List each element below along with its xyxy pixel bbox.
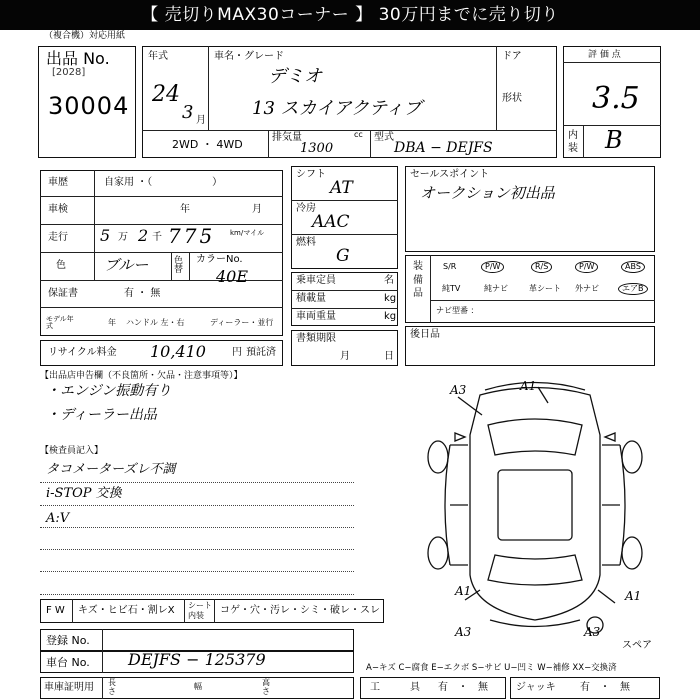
lot-number: 30004 <box>48 92 130 120</box>
mileage-sen: 2 <box>138 226 149 245</box>
equip-tv: 純TV <box>442 284 461 293</box>
warranty-label: 保証書 <box>48 288 78 299</box>
load-label: 積載量 <box>296 293 326 304</box>
sales-point-label: セールスポイント <box>410 169 490 180</box>
damage-legend: A−キズ C−腐食 E−エクボ S−サビ U−凹ミ W−補修 XX−交換済 <box>366 663 617 673</box>
equip-leather: 革シート <box>529 284 561 293</box>
inspection-month: 月 <box>252 204 262 215</box>
fuel-label: 燃料 <box>296 237 316 248</box>
car-damage-diagram <box>410 375 660 645</box>
aftermarket-label: 後日品 <box>410 329 440 340</box>
inspection-year: 年 <box>180 204 190 215</box>
model-year-dealer: ディーラー・並行 <box>210 318 274 327</box>
diagram-mark-rear-left: A1 <box>455 584 472 598</box>
seat-items: コゲ・穴・汚レ・シミ・破レ・スレ <box>220 605 380 616</box>
model-year-year: 年 <box>108 318 116 327</box>
model-name: デミオ <box>268 66 322 87</box>
year-value: 24 <box>152 82 180 107</box>
diagram-mark-rear: A3 <box>455 625 472 639</box>
inspector-line-1: タコメーターズレ不調 <box>46 462 176 477</box>
load-unit: kg <box>384 293 397 304</box>
cert-height: 高さ <box>262 678 270 696</box>
displacement-value: 1300 <box>300 141 334 156</box>
cert-width: 幅 <box>194 682 202 691</box>
year-month: 3 <box>182 102 194 123</box>
shift-value: AT <box>330 178 353 198</box>
spare-label: スペア <box>622 640 652 651</box>
model-year-label: モデル年式 <box>46 315 74 330</box>
lot-label: 出品 No. <box>46 49 110 68</box>
mileage-label: 走行 <box>48 232 68 243</box>
chassis-value: DEJFS − 125379 <box>128 650 266 669</box>
aftermarket-box <box>405 326 655 366</box>
score-value: 3.5 <box>592 81 640 116</box>
color-no-label: カラーNo. <box>196 254 243 265</box>
year-month-unit: 月 <box>196 115 206 126</box>
equip-ext-navi: 外ナビ <box>575 284 599 293</box>
inspector-line-3: A:V <box>46 511 70 526</box>
type-value: DBA − DEJFS <box>394 140 493 156</box>
sales-point-value: オークション初出品 <box>420 184 555 202</box>
equip-rs: R/S <box>531 261 552 273</box>
equip-pw2: P/W <box>575 261 598 273</box>
equip-airbag: エアB <box>618 283 648 295</box>
mileage-rest: 775 <box>168 224 216 248</box>
inspection-label: 車検 <box>48 204 68 215</box>
details-box <box>40 170 283 336</box>
lot-stamp: [2028] <box>52 67 86 78</box>
inspector-line-2: i-STOP 交換 <box>46 486 122 501</box>
registration-label: 登録 No. <box>46 634 90 647</box>
color-no-value: 40E <box>216 267 249 286</box>
tools-value: 有 ・ 無 <box>438 682 488 693</box>
ac-value: AAC <box>312 212 350 232</box>
score-label: 評 価 点 <box>588 50 621 60</box>
jack-label: ジャッキ <box>516 682 556 693</box>
doc-date-label: 書類期限 <box>296 333 336 344</box>
fuel-value: G <box>336 246 350 266</box>
cert-length: 長さ <box>108 678 116 696</box>
history-label: 車歴 <box>48 177 68 188</box>
tools-label: 工 具 <box>370 682 420 693</box>
drive-value: 2WD ・ 4WD <box>172 138 243 151</box>
model-grade: 13 スカイアクティブ <box>252 98 422 119</box>
header-note: （複合機）対応用紙 <box>44 31 126 41</box>
color-value: ブルー <box>104 256 149 274</box>
notes-line-2: ・ディーラー出品 <box>46 407 157 423</box>
shift-label: シフト <box>296 169 326 180</box>
doc-date-unit: 月 <box>340 351 350 362</box>
mileage-sen-unit: 千 <box>152 232 162 243</box>
chassis-label: 車台 No. <box>46 656 90 669</box>
weight-unit: kg <box>384 311 397 322</box>
diagram-mark-spare: A3 <box>584 625 601 639</box>
equip-abs: ABS <box>621 261 645 273</box>
interior-value: B <box>605 126 623 154</box>
equip-sr: S/R <box>443 262 457 271</box>
mileage-unit: km/マイル <box>230 229 265 237</box>
fw-items: キズ・ヒビ石・割レX <box>78 605 175 616</box>
history-value: 自家用 ・（ ） <box>104 177 223 188</box>
recycle-value: 10,410 <box>150 342 206 361</box>
year-label: 年式 <box>148 51 168 62</box>
weight-label: 車両重量 <box>296 311 336 322</box>
notes-line-1: ・エンジン振動有り <box>46 383 172 399</box>
warranty-value: 有 ・ 無 <box>124 288 161 299</box>
interior-label: 内 装 <box>568 130 578 154</box>
doc-date-day: 日 <box>384 351 394 362</box>
mileage-man-unit: 万 <box>118 232 128 243</box>
equipment-label: 装備品 <box>413 261 423 299</box>
door-label: ドア <box>502 51 522 62</box>
inspector-label: 【検査員記入】 <box>40 446 104 456</box>
ac-label: 冷房 <box>296 203 316 214</box>
equip-pw: P/W <box>481 261 504 273</box>
fw-label: F W <box>46 605 65 616</box>
recycle-unit: 円 <box>232 347 242 358</box>
diagram-mark-front: A1 <box>520 379 537 393</box>
banner-title: 【 売切りMAX30コーナー 】 30万円までに売り切り <box>0 0 700 30</box>
capacity-label: 乗車定員 <box>296 275 336 286</box>
model-year-handle: ハンドル 左・右 <box>126 318 185 327</box>
shape-label: 形状 <box>502 93 522 104</box>
displacement-unit: cc <box>354 130 363 139</box>
jack-value: 有 ・ 無 <box>580 682 630 693</box>
recycle-note: 預託済 <box>246 347 276 358</box>
seat-label: シート 内装 <box>188 601 212 620</box>
capacity-unit: 名 <box>384 275 394 286</box>
type-label: 型式 <box>374 132 394 143</box>
equip-navi: 純ナビ <box>484 284 508 293</box>
displacement-label: 排気量 <box>272 132 302 143</box>
diagram-mark-front-left: A3 <box>450 383 467 397</box>
navi-model-label: ナビ型番 ： <box>436 306 479 315</box>
model-label: 車名・グレード <box>214 51 284 62</box>
recycle-label: リサイクル料金 <box>48 347 117 358</box>
diagram-mark-rear-right: A1 <box>625 589 642 603</box>
notes-label: 【出品店申告欄（不良箇所・欠品・注意事項等）】 <box>40 371 243 381</box>
color-label: 色 <box>56 260 66 271</box>
mileage-man: 5 <box>100 226 111 245</box>
cert-label: 車庫証明用 <box>44 682 94 693</box>
color-change-label: 色替 <box>174 256 184 275</box>
